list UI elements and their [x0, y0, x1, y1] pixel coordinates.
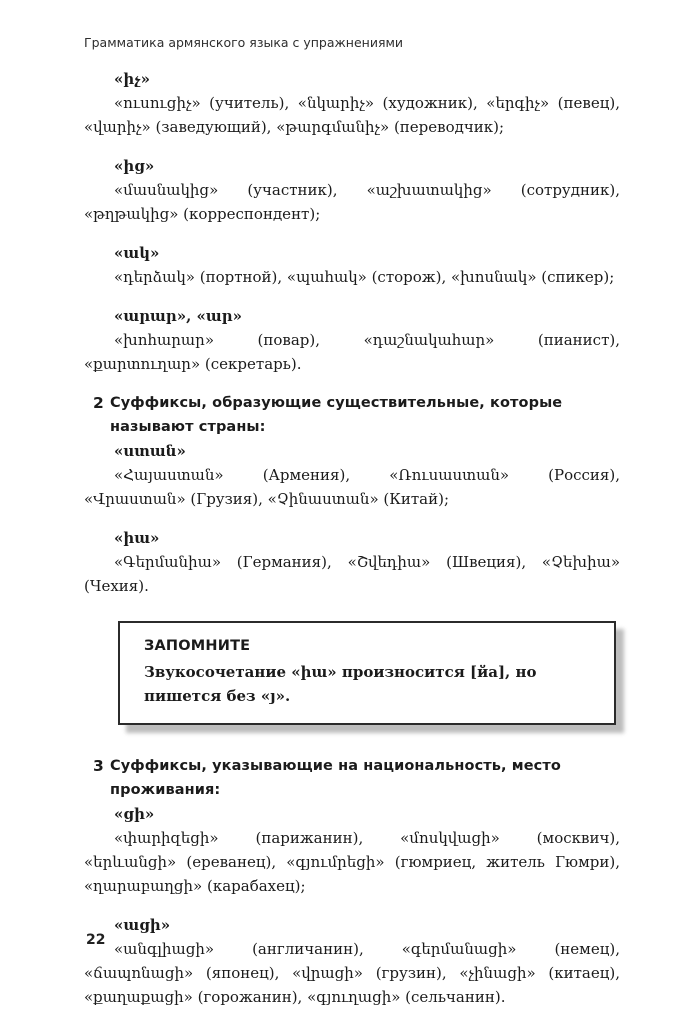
numbered-item-2 [84, 391, 620, 439]
item-number: 3 [93, 757, 104, 775]
suffix-heading: «ակ» [114, 244, 160, 262]
examples-paragraph: «անգլիացի» (англичанин), «գերմանացի» (немец), «ճապոնացի» (японец), «վրացի» (грузин), «չինացի» (китаец), «քաղաքացի» (горожанин), «գյուղացի» (сельчанин). [84, 940, 620, 1006]
suffix-group-its [84, 154, 620, 226]
item-number: 2 [93, 394, 104, 412]
suffix-group-ich [84, 67, 620, 139]
suffix-group-ia [84, 526, 620, 598]
examples-paragraph: «խոհարար» (повар), «դաշնակահար» (пианист), «քարտուղար» (секретарь). [84, 331, 620, 373]
suffix-group-tsi [84, 802, 620, 898]
suffix-group-atsi [84, 913, 620, 1009]
suffix-heading: «ից» [114, 157, 155, 175]
suffix-heading: «ցի» [114, 805, 155, 823]
running-header: Грамматика армянского языка с упражнениями [84, 35, 404, 50]
examples-paragraph: «ուսուցիչ» (учитель), «նկարիչ» (художник), «երգիչ» (певец), «վարիչ» (заведующий), «թարգմանիչ» (переводчик); [84, 94, 620, 136]
suffix-heading: «ացի» [114, 916, 171, 934]
remember-box-title: ЗАПОМНИТЕ [144, 638, 251, 654]
item-title: Суффиксы, указывающие на национальность, место проживания: [110, 758, 561, 798]
examples-paragraph: «մասնակից» (участник), «աշխատակից» (сотрудник), «թղթակից» (корреспондент); [84, 181, 620, 223]
suffix-group-arar [84, 304, 620, 376]
examples-paragraph: «դերձակ» (портной), «պահակ» (сторож), «խոսնակ» (спикер); [114, 268, 615, 286]
remember-box-text: Звукосочетание «իա» произносится [йа], но пишется без «յ». [144, 663, 537, 705]
examples-paragraph: «փարիզեցի» (парижанин), «մոսկվացի» (москвич), «երևանցի» (ереванец), «գյումրեցի» (гюмриец, житель Гюмри), «ղարաբաղցի» (карабахец); [84, 829, 620, 895]
suffix-heading: «ստան» [114, 442, 186, 460]
remember-box [118, 621, 616, 725]
item-title: Суффиксы, образующие существительные, которые называют страны: [110, 395, 563, 435]
suffix-heading: «իա» [114, 529, 160, 547]
suffix-heading: «իչ» [114, 70, 151, 88]
numbered-item-3 [84, 754, 620, 802]
suffix-group-stan [84, 439, 620, 511]
suffix-heading: «արար», «ար» [114, 307, 242, 325]
suffix-group-ak [84, 241, 620, 289]
examples-paragraph: «Հայաստան» (Армения), «Ռուսաստան» (Россия), «Վրաստան» (Грузия), «Չինաստան» (Китай); [84, 466, 620, 508]
examples-paragraph: «Գերմանիա» (Германия), «Շվեդիա» (Швеция), «Չեխիա» (Чехия). [84, 553, 620, 595]
page-number: 22 [86, 932, 106, 948]
